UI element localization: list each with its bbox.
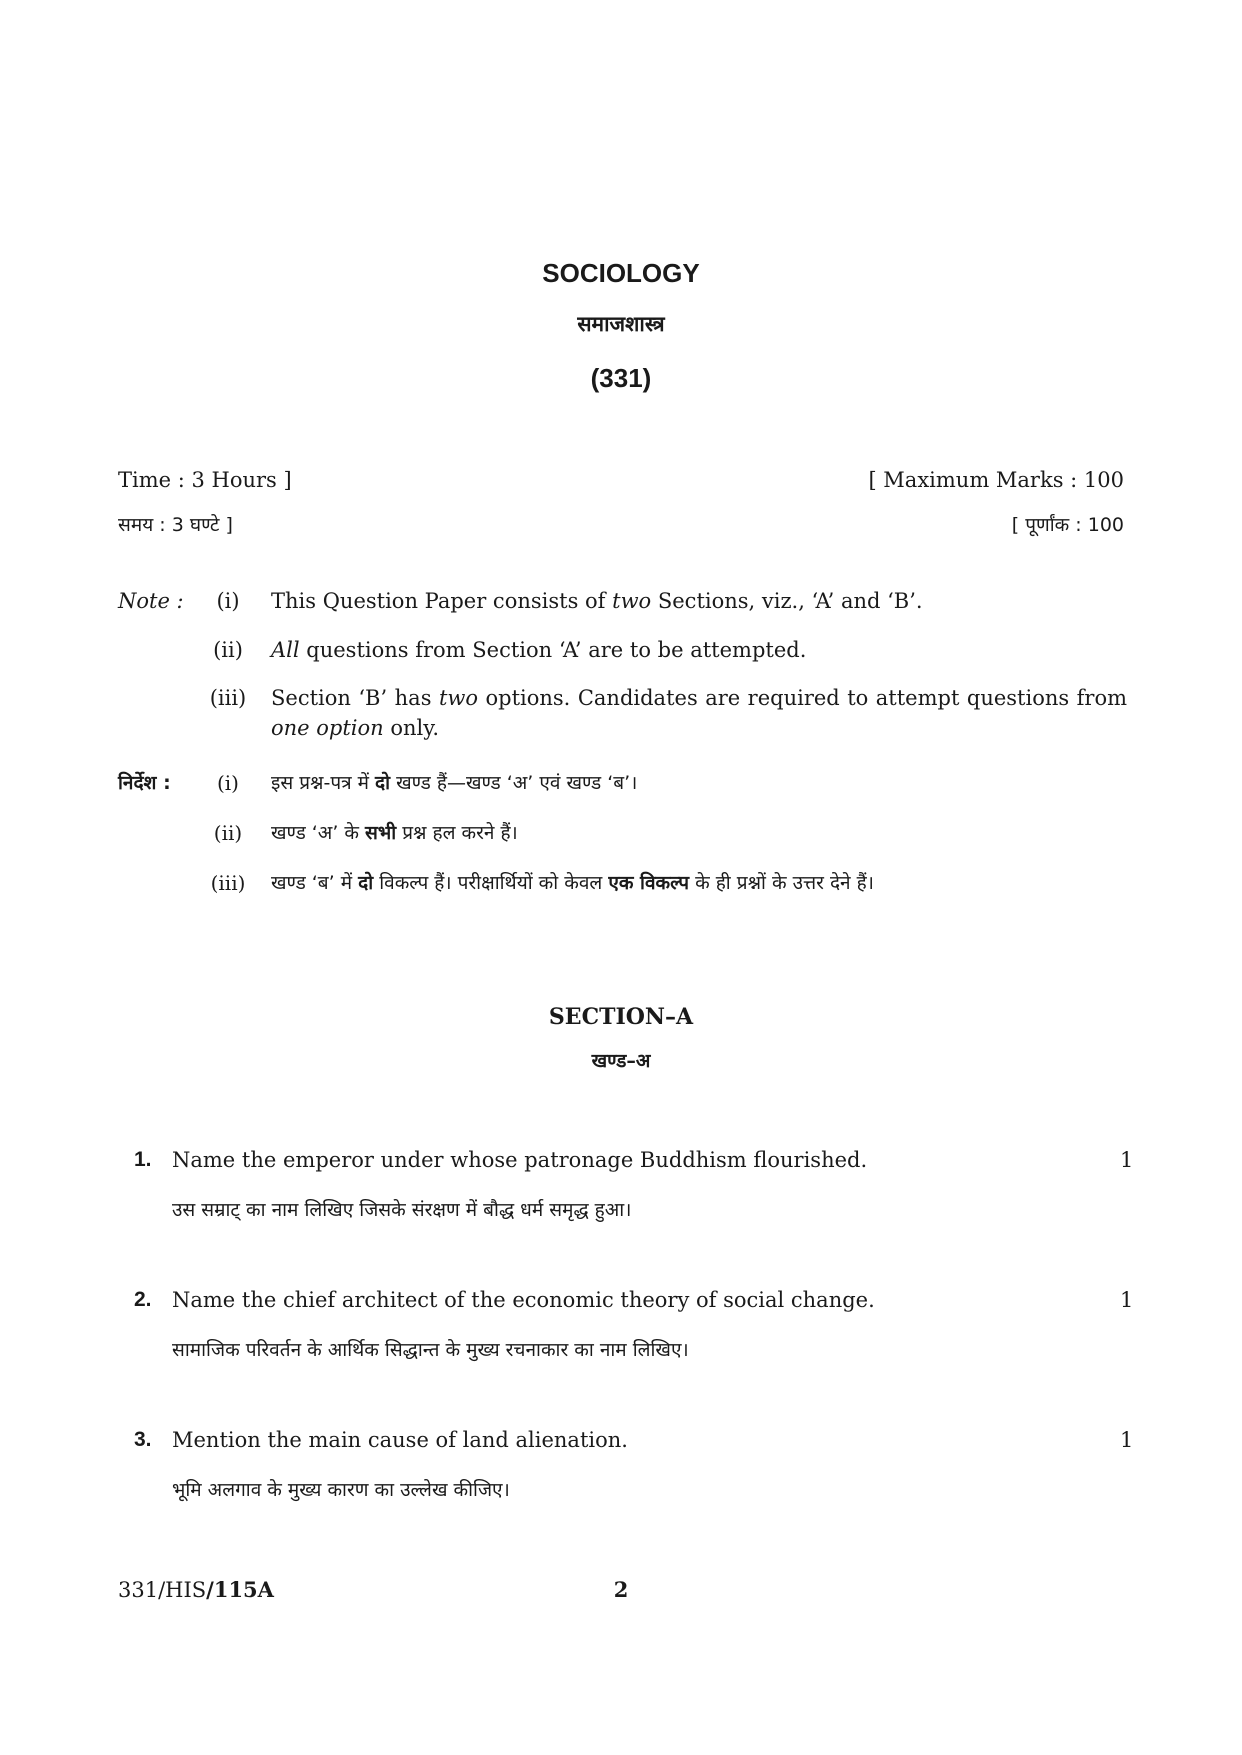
nirdesh-label: निर्देश : [118, 772, 171, 794]
note-item-number: (iii) [209, 686, 247, 710]
time-label: Time : 3 Hours ] [118, 468, 292, 492]
max-marks-label-hindi: [ पूर्णांक : 100 [1011, 514, 1124, 536]
nirdesh-item-number: (iii) [210, 871, 246, 895]
question-marks: 1 [1120, 1288, 1134, 1312]
section-title: SECTION–A [548, 1004, 694, 1030]
paper-title-hindi: समाजशास्त्र [577, 312, 665, 336]
paper-title: SOCIOLOGY [542, 258, 700, 288]
question-text-hindi: सामाजिक परिवर्तन के आर्थिक सिद्धान्त के मुख्य रचनाकार का नाम लिखिए। [172, 1339, 689, 1361]
note-item-text: Section ‘B’ has two options. Candidates are required to attempt questions from one option only. [271, 686, 1128, 740]
question-marks: 1 [1120, 1428, 1134, 1452]
note-item-text: This Question Paper consists of two Sections, viz., ‘A’ and ‘B’. [271, 589, 923, 613]
time-label-hindi: समय : 3 घण्टे ] [118, 514, 233, 536]
question-text-hindi: भूमि अलगाव के मुख्य कारण का उल्लेख कीजिए। [172, 1479, 510, 1501]
question-number: 1. [134, 1148, 152, 1171]
nirdesh-item-number: (ii) [213, 821, 243, 845]
note-label: Note : [118, 589, 184, 613]
paper-footer-code: 331/HIS/115A [118, 1577, 274, 1602]
section-title-hindi: खण्ड–अ [591, 1050, 651, 1072]
nirdesh-item-text: खण्ड ‘ब’ में दो विकल्प हैं। परीक्षार्थियों को केवल एक विकल्प के ही प्रश्नों के उत्तर देने हैं। [271, 872, 874, 894]
question-number: 3. [134, 1428, 152, 1451]
nirdesh-item-number: (i) [216, 771, 239, 795]
nirdesh-item-text: खण्ड ‘अ’ के सभी प्रश्न हल करने हैं। [271, 822, 518, 844]
page-number: 2 [613, 1577, 629, 1602]
nirdesh-item-text: इस प्रश्न-पत्र में दो खण्ड हैं—खण्ड ‘अ’ एवं खण्ड ‘ब’। [271, 772, 638, 794]
max-marks-label: [ Maximum Marks : 100 [868, 468, 1124, 492]
question-number: 2. [134, 1288, 152, 1311]
question-text: Name the chief architect of the economic theory of social change. [172, 1288, 875, 1312]
question-text: Name the emperor under whose patronage Buddhism flourished. [172, 1148, 868, 1172]
paper-code: (331) [590, 363, 652, 393]
note-item-text: All questions from Section ‘A’ are to be attempted. [271, 638, 807, 662]
question-text: Mention the main cause of land alienation. [172, 1428, 628, 1452]
question-marks: 1 [1120, 1148, 1134, 1172]
note-item-number: (ii) [213, 638, 243, 662]
note-item-number: (i) [216, 589, 240, 613]
question-text-hindi: उस सम्राट् का नाम लिखिए जिसके संरक्षण में बौद्ध धर्म समृद्ध हुआ। [172, 1199, 632, 1221]
